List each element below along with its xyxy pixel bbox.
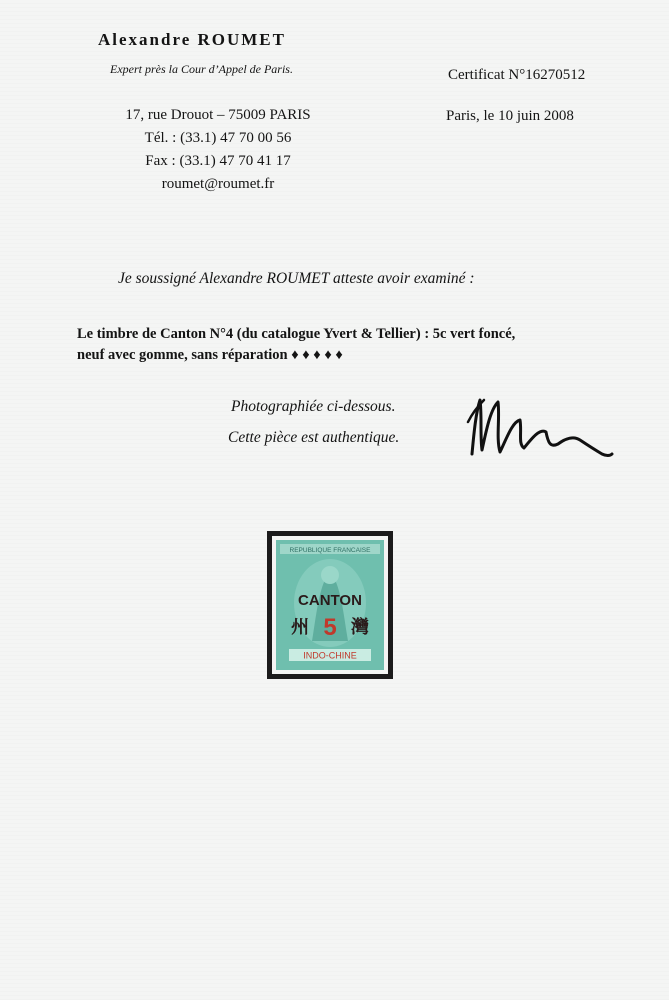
- certificate-number: Certificat N°16270512: [448, 67, 586, 83]
- email: roumet@roumet.fr: [161, 176, 275, 192]
- certificate-date: Paris, le 10 juin 2008: [446, 108, 574, 124]
- address: 17, rue Drouot – 75009 PARIS: [125, 107, 311, 123]
- stamp-description-line-1: Le timbre de Canton N°4 (du catalogue Yvert & Tellier) : 5c vert foncé,: [77, 326, 516, 342]
- attestation-text: Je soussigné Alexandre ROUMET atteste avoir examiné :: [118, 270, 475, 287]
- stamp-bottom-text: INDO-CHINE: [303, 650, 357, 661]
- stamp-glyph-left: 州: [291, 617, 309, 637]
- stamp-photo: [267, 531, 393, 679]
- fax: Fax : (33.1) 47 70 41 17: [145, 153, 291, 169]
- stamp-description-line-2: neuf avec gomme, sans réparation ♦ ♦ ♦ ♦ ♦: [77, 347, 343, 363]
- phone: Tél. : (33.1) 47 70 00 56: [144, 130, 292, 146]
- authenticity-note: Cette pièce est authentique.: [228, 429, 400, 446]
- photo-note: Photographiée ci-dessous.: [231, 398, 396, 415]
- expert-name: Alexandre ROUMET: [98, 30, 286, 49]
- signature: [462, 392, 622, 467]
- expert-title: Expert près la Cour d’Appel de Paris.: [110, 62, 293, 76]
- stamp-top-text: REPUBLIQUE FRANCAISE: [289, 547, 371, 554]
- stamp-overprint: CANTON: [298, 592, 362, 609]
- stamp-glyph-right: 灣: [351, 617, 369, 637]
- stamp-value: 5: [323, 614, 337, 641]
